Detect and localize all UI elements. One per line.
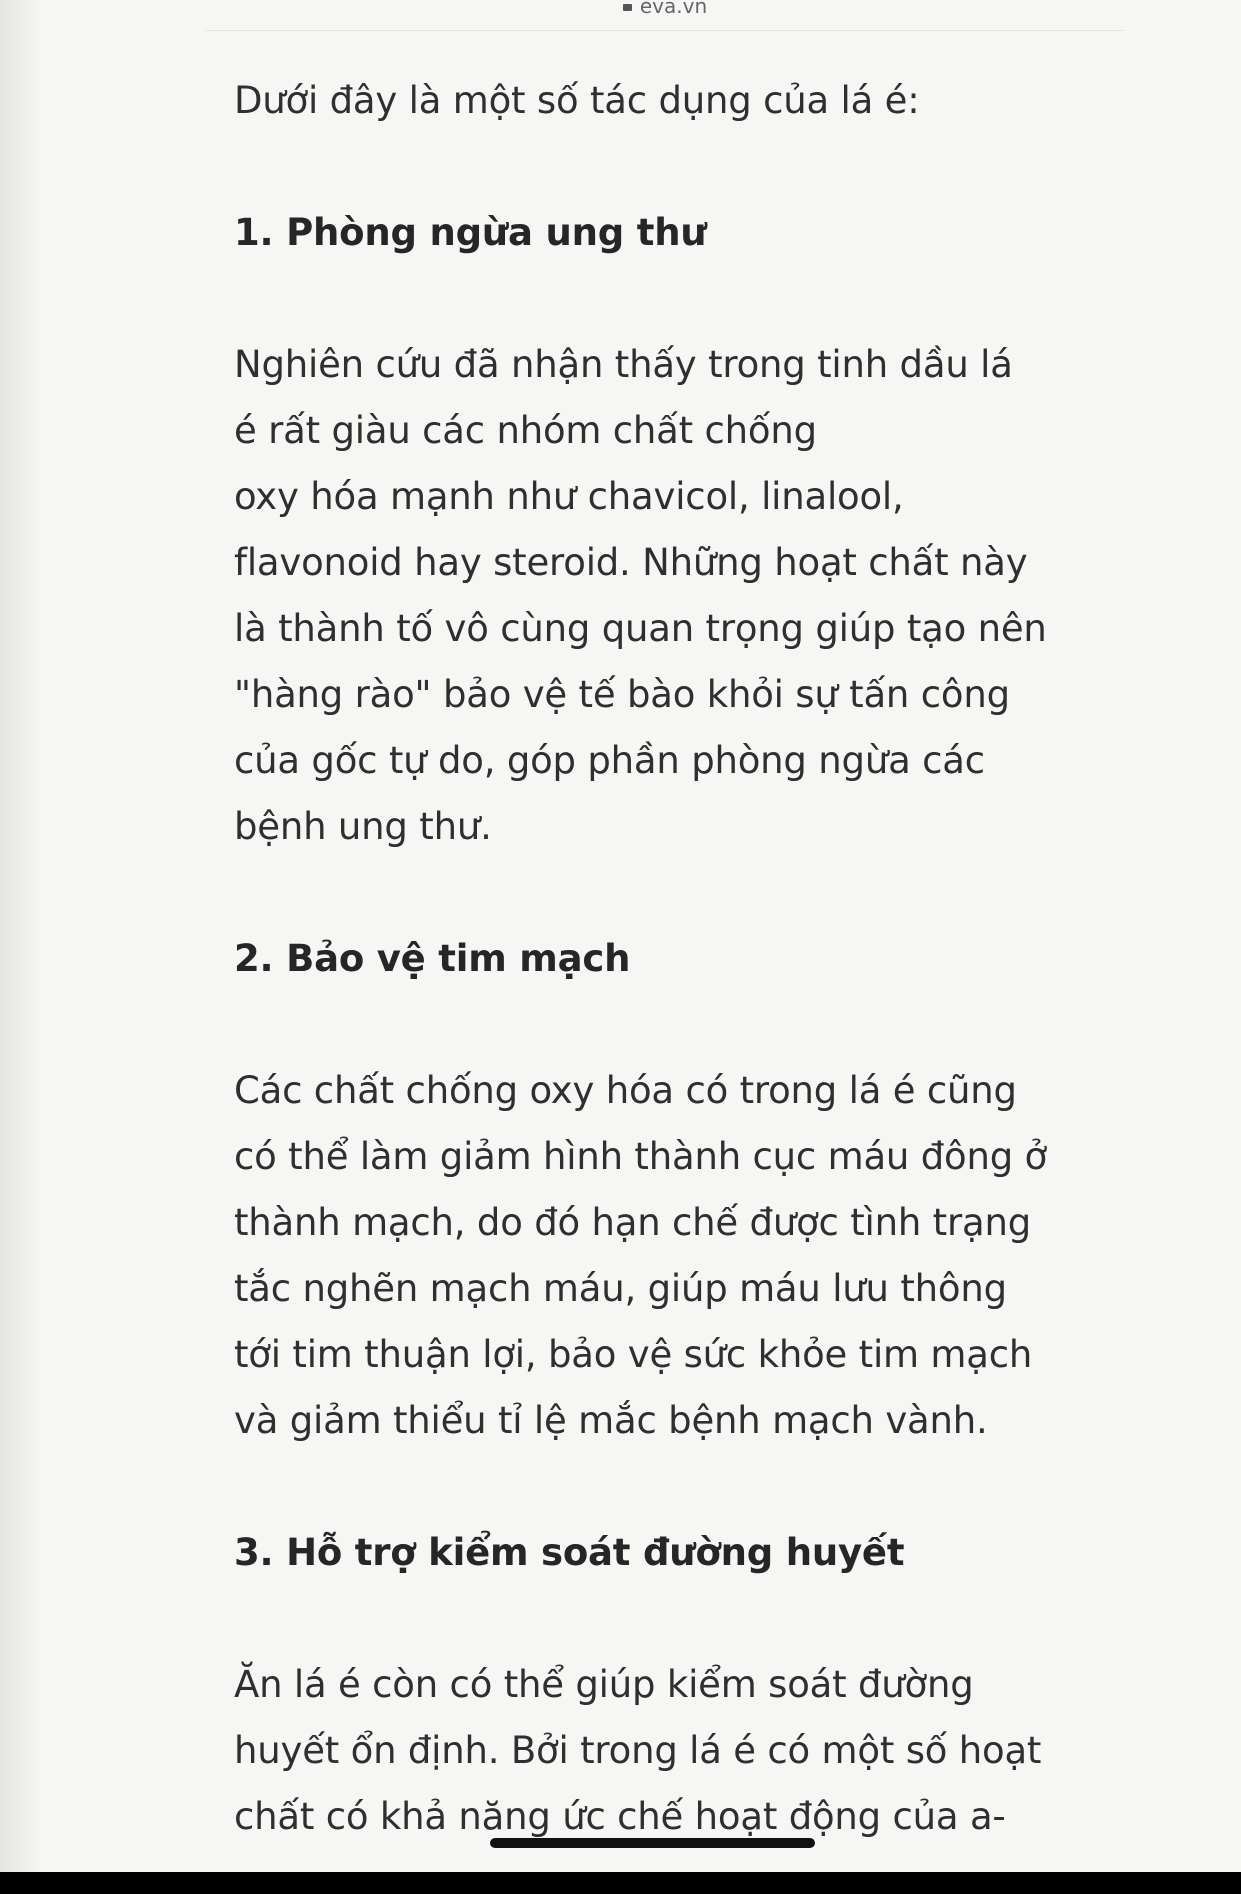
section-body-blood-sugar: Ăn lá é còn có thể giúp kiểm soát đường huyết ổn định. Bởi trong lá é có một số hoạt chất có khả năng ức chế hoạt động của a- bbox=[234, 1663, 1042, 1838]
article-content bbox=[234, 68, 1094, 1850]
section-heading-blood-sugar: 3. Hỗ trợ kiểm soát đường huyết bbox=[234, 1531, 905, 1574]
screen-bottom-edge bbox=[0, 1872, 1241, 1894]
home-indicator[interactable] bbox=[490, 1838, 815, 1848]
section-body-heart-protection: Các chất chống oxy hóa có trong lá é cũng có thể làm giảm hình thành cục máu đông ở thành mạch, do đó hạn chế được tình trạng tắc nghẽn mạch máu, giúp máu lưu thông tới tim thuận lợi, bảo vệ sức khỏe tim mạch và giảm thiểu tỉ lệ mắc bệnh mạch vành. bbox=[234, 1069, 1047, 1442]
section-body-cancer-prevention: Nghiên cứu đã nhận thấy trong tinh dầu lá é rất giàu các nhóm chất chống oxy hóa mạnh như chavicol, linalool, flavonoid hay steroid. Những hoạt chất này là thành tố vô cùng quan trọng giúp tạo nên "hàng rào" bảo vệ tế bào khỏi sự tấn công của gốc tự do, góp phần phòng ngừa các bệnh ung thư. bbox=[234, 343, 1047, 848]
url-text: eva.vn bbox=[639, 0, 708, 18]
section-heading-heart-protection: 2. Bảo vệ tim mạch bbox=[234, 937, 631, 980]
section-heading-cancer-prevention: 1. Phòng ngừa ung thư bbox=[234, 211, 707, 254]
browser-url-bar[interactable] bbox=[205, 0, 1125, 31]
lock-icon bbox=[623, 4, 632, 11]
page-edge-shadow bbox=[0, 0, 40, 1872]
url-label[interactable] bbox=[623, 0, 708, 18]
article-intro: Dưới đây là một số tác dụng của lá é: bbox=[234, 79, 920, 122]
